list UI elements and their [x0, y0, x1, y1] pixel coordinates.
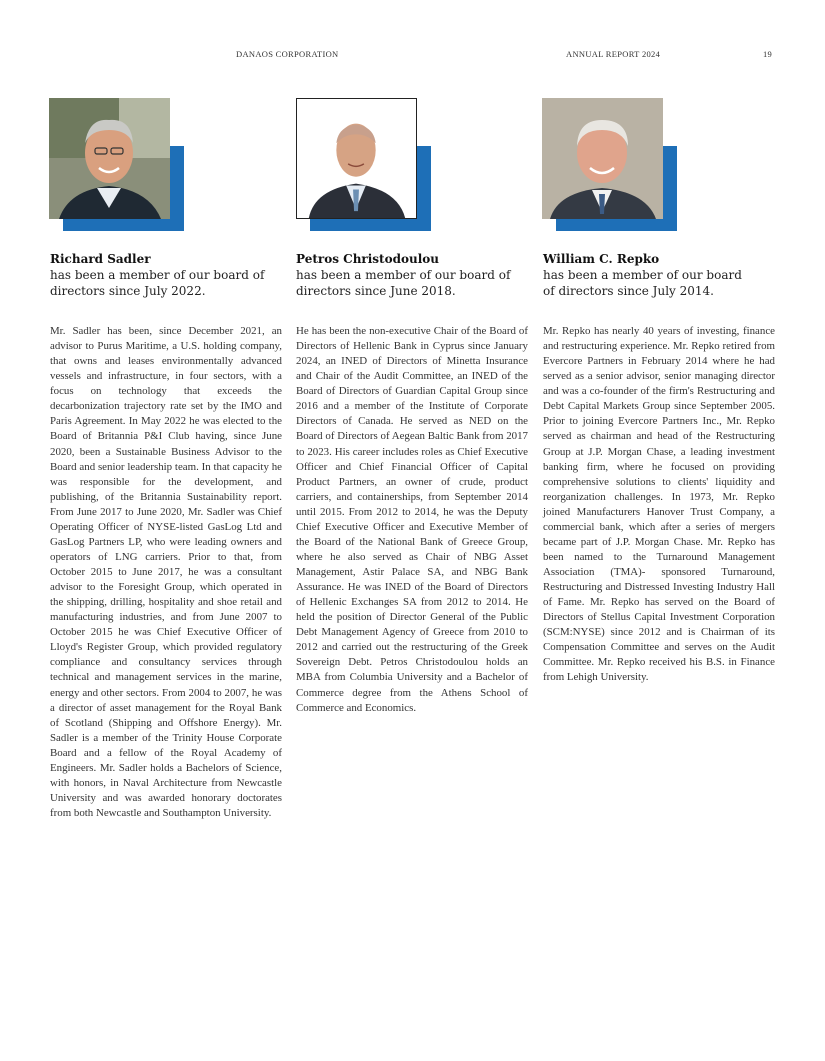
- director-heading-sadler: [50, 251, 282, 299]
- director-photo-frame-1: [49, 98, 185, 232]
- director-heading-christodoulou: [296, 251, 528, 299]
- director-name: Petros Christodoulou: [296, 252, 440, 266]
- director-name: Richard Sadler: [50, 252, 151, 266]
- director-heading-repko: [543, 251, 775, 299]
- director-photo-frame-2: [296, 98, 432, 232]
- director-bio-repko: Mr. Repko has nearly 40 years of investing, finance and restructuring experience. Mr. Repko retired from Evercore Partners in February 2014 where he had served as a senior advisor, senior managing director and was a co-founder of the firm's Restructuring and Debt Capital Markets Group since September 2005. Prior to joining Evercore Partners Inc., Mr. Repko served as chairman and head of the Restructuring Group at J.P. Morgan Chase, a leading investment banking firm, where he focused on providing comprehensive solutions to clients' liquidity and reorganization challenges. In 1973, Mr. Repko joined Manufacturers Hanover Trust Company, a commercial bank, which after a series of mergers became part of J.P. Morgan Chase. Mr. Repko has been named to the Turnaround Management Association (TMA)- sponsored Turnaround, Restructuring and Distressed Investing Industry Hall of Fame. Mr. Repko has served on the Board of Directors of Stellus Capital Investment Corporation (SCM:NYSE) since 2012 and is Chairman of its Compensation Committee and serves on the Audit Committee. Mr. Repko received his B.S. in Finance from Lehigh University.: [543, 325, 775, 684]
- director-photo-repko: [542, 98, 663, 219]
- director-intro: has been a member of our board of directors since July 2014.: [543, 268, 742, 298]
- running-header-report: ANNUAL REPORT 2024: [566, 49, 661, 59]
- director-photo-sadler: [49, 98, 170, 219]
- director-intro: has been a member of our board of directors since June 2018.: [296, 268, 511, 298]
- director-name: William C. Repko: [543, 252, 660, 266]
- page-number: 19: [763, 49, 773, 59]
- running-header-company: DANAOS CORPORATION: [236, 49, 339, 59]
- director-photo-christodoulou: [296, 98, 417, 219]
- director-bio-sadler: Mr. Sadler has been, since December 2021, an advisor to Purus Maritime, a U.S. holding company, that owns and leases environmentally advanced vessels and infrastructure, in four sectors, with a focus on technology that exceeds the decarbonization trajectory rate set by the IMO and Paris Agreement. In May 2022 he was elected to the Board of Britannia P&I Club having, since June 2020, been a Sustainable Business Advisor to the Board and senior leadership team. In that capacity he was responsible for the development, and publishing, of the Britannia Sustainability report. From June 2017 to June 2020, Mr. Sadler was Chief Operating Officer of NYSE-listed GasLog Ltd and GasLog Partners LP, who were leading owners and operators of LNG carriers. Prior to that, from October 2015 to June 2017, he was a consultant advisor to the Foresight Group, which operated in the shipping, drilling, hospitality and shoe retail and manufacturing industries, and from June 2007 to October 2015 he was Chief Executive Officer of Lloyd's Register Group, which provided regulatory compliance and consultancy services through technical and management services in the marine, energy and other sectors. From 2004 to 2007, he was a director of asset management for the Royal Bank of Scotland (Shipping and Offshore Energy). Mr. Sadler is a member of the Trinity House Corporate Board and a fellow of the Royal Academy of Engineers. Mr. Sadler holds a Bachelors of Science, with honors, in Naval Architecture from Newcastle University and was awarded honorary doctorates from both Newcastle and Southampton University.: [50, 325, 282, 819]
- director-intro: has been a member of our board of directors since July 2022.: [50, 268, 265, 298]
- director-photo-frame-3: [542, 98, 678, 232]
- director-bio-christodoulou: He has been the non-executive Chair of the Board of Directors of Hellenic Bank in Cyprus since January 2024, an INED of Directors of Minetta Insurance and Chair of the Audit Committee, an INED of the Board of Directors of Guardian Capital Group since 2016 and a member of the Institute of Corporate Directors of Canada. He served as NED on the Board of Directors of Aegean Baltic Bank from 2017 to 2023. His career includes roles as Chief Executive Officer and Chief Financial Officer of Capital Product Partners, an owner of crude, product carriers, and containerships, from September 2014 until 2015. From 2012 to 2014, he was the Deputy Chief Executive Officer and Executive Member of the Board of the National Bank of Greece Group, where he also served as Chair of NBG Asset Management, Astir Palace SA, and NBG Bank Assurance. He was INED of the Board of Directors of Hellenic Exchanges SA from 2012 to 2014. He held the position of Director General of the Public Debt Management Agency of Greece from 2010 to 2012 and carried out the restructuring of the Greek Sovereign Debt. Petros Christodoulou holds an MBA from Columbia University and a Bachelor of Commerce degree from the Athens School of Commerce and Economics.: [296, 325, 528, 714]
